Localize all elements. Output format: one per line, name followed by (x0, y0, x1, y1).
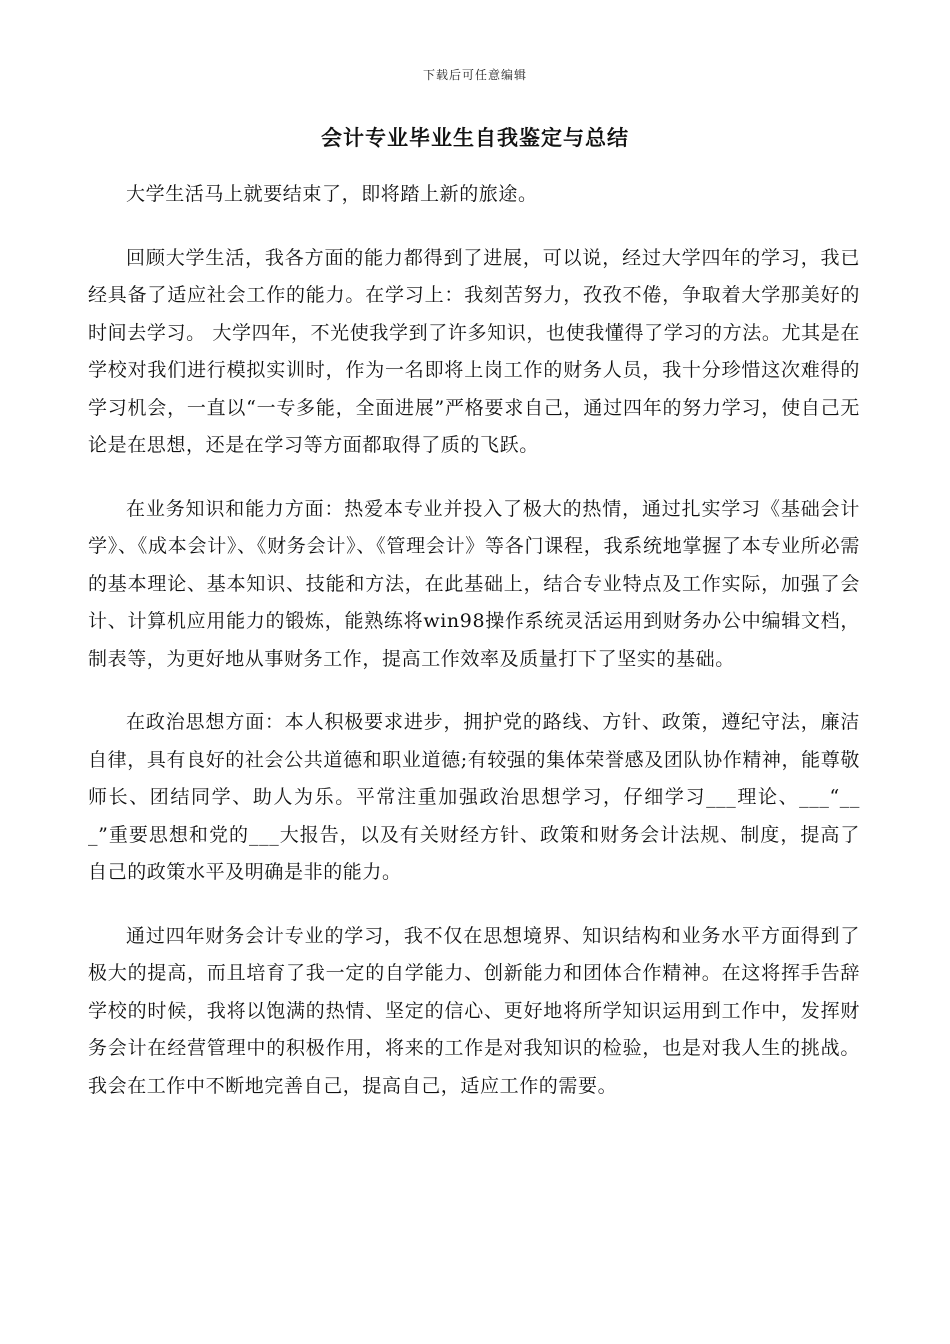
paragraph-political-thought: 在政治思想方面：本人积极要求进步，拥护党的路线、方针、政策，遵纪守法，廉洁自律，具有良好的社会公共道德和职业道德;有较强的集体荣誉感及团队协作精神，能尊敬师长、团结同学、助人为乐。平常注重加强政治思想学习，仔细学习___理论、___“___”重要思想和党的___大报告，以及有关财经方针、政策和财务会计法规、制度，提高了自己的政策水平及明确是非的能力。 (88, 711, 860, 883)
paragraph-professional-skills: 在业务知识和能力方面：热爱本专业并投入了极大的热情，通过扎实学习《基础会计学》、《成本会计》、《财务会计》、《管理会计》等各门课程，我系统地掌握了本专业所必需的基本理论、基本知识、技能和方法，在此基础上，结合专业特点及工作实际，加强了会计、计算机应用能力的锻炼，能熟练将win98操作系统灵活运用到财务办公中编辑文档，制表等，为更好地从事财务工作，提高工作效率及质量打下了坚实的基础。 (88, 497, 860, 670)
paragraph-conclusion: 通过四年财务会计专业的学习，我不仅在思想境界、知识结构和业务水平方面得到了极大的提高，而且培育了我一定的自学能力、创新能力和团体合作精神。在这将挥手告辞学校的时候，我将以饱满的热情、坚定的信心、更好地将所学知识运用到工作中，发挥财务会计在经营管理中的积极作用，将来的工作是对我知识的检验，也是对我人生的挑战。我会在工作中不断地完善自己，提高自己，适应工作的需要。 (88, 924, 860, 1097)
header-note: 下载后可任意编辑 (422, 68, 527, 82)
document-title: 会计专业毕业生自我鉴定与总结 (321, 125, 629, 150)
paragraph-review: 回顾大学生活，我各方面的能力都得到了进展，可以说，经过大学四年的学习，我已经具备了适应社会工作的能力。在学习上：我刻苦努力，孜孜不倦，争取着大学那美好的时间去学习。 大学四年，不光使我学到了许多知识，也使我懂得了学习的方法。尤其是在学校对我们进行模拟实训时，作为一名即将上岗工作的财务人员，我十分珍惜这次难得的学习机会，一直以“一专多能，全面进展”严格要求自己，通过四年的努力学习，使自己无论是在思想，还是在学习等方面都取得了质的飞跃。 (88, 246, 860, 456)
document-body (88, 176, 860, 1131)
paragraph-intro: 大学生活马上就要结束了，即将踏上新的旅途。 (126, 183, 538, 205)
